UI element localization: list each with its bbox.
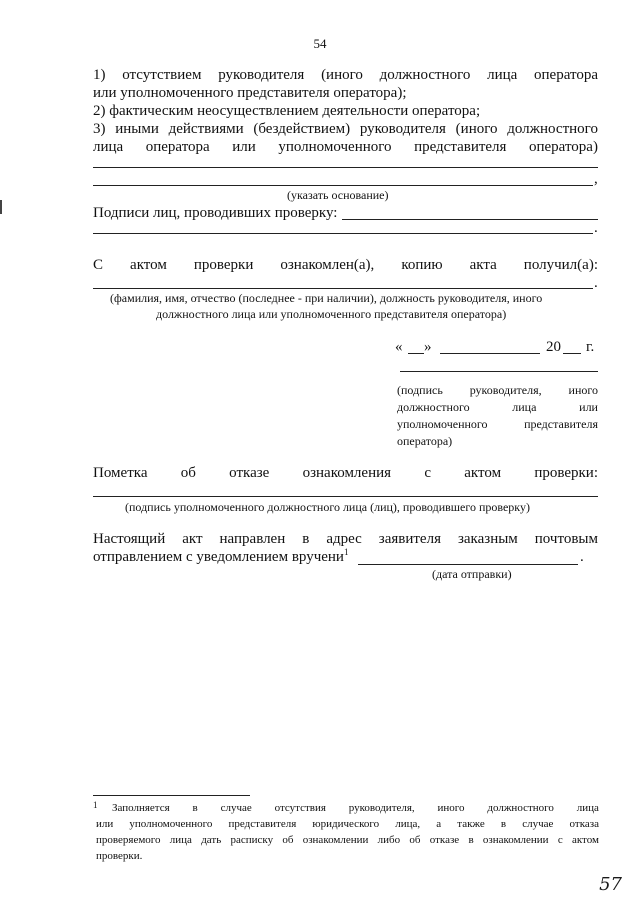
word: Настоящий [93,531,166,547]
word: уполномоченного [129,818,213,830]
word: актом [464,465,502,481]
word: лица [487,67,518,83]
grounds-caption: (указать основание) [287,188,389,202]
word: (бездействием) [253,121,351,137]
word: случае [220,802,252,814]
word: или [579,400,598,414]
footnote-line-2 [96,816,599,832]
word: ознакомлен(а), [280,257,375,273]
acknowledgement-blank-line [93,288,593,289]
word: лица [576,802,599,814]
word: с [557,834,563,846]
word: об [282,834,294,846]
word: направлен [219,531,286,547]
date-close-quote: » [424,339,432,355]
word: действиями [168,121,244,137]
refusal-line [93,464,598,483]
word: проверки [193,257,254,273]
footnote-line-4: проверки. [96,850,143,862]
date-open-quote: « [395,339,403,355]
refusal-blank-line [93,496,598,497]
word: отсутствия [274,802,326,814]
ground-item-3-line-2 [93,138,598,157]
acknowledgement-caption-line-1: (фамилия, имя, отчество (последнее - при наличии), должность руководителя, иного [110,291,543,305]
footnote-reference: 1 [343,547,349,557]
period-mark: . [594,220,598,236]
word: об [180,465,196,481]
sig-caption-row: оператора) [397,434,453,448]
sig-caption-row [397,416,598,433]
word: иного [568,383,598,397]
ground-item-2: 2) фактическим неосуществлением деятельности оператора; [93,103,481,119]
word: отказе [429,834,460,846]
word: получил(а): [523,257,598,273]
word: адрес [326,531,362,547]
dispatch-line-2 [93,548,348,567]
word: руководителя, [469,383,542,397]
word: Заполняется [112,802,170,814]
refusal-caption: (подпись уполномоченного должностного лица (лиц), проводившего проверку) [125,500,530,514]
word: копию [401,257,443,273]
word: отказе [229,465,270,481]
word: а [436,818,442,830]
word: лица [93,139,124,155]
head-signature-caption [397,382,598,450]
dispatch-line-2-text: отправлением с уведомлением вручени [93,549,344,565]
signature-line [93,233,593,234]
word: отсутствием [122,67,202,83]
word: акта [469,257,497,273]
word: расписку [230,834,274,846]
dispatch-caption: (дата отправки) [432,567,512,581]
word: лица [169,834,192,846]
word: дать [201,834,222,846]
footnote-line-1 [112,800,599,816]
ground-item-1-line-2: или уполномоченного представителя оператора); [93,85,407,101]
word: ознакомления [302,465,392,481]
sig-caption-row [397,399,598,416]
footnote-marker: 1 [93,800,98,810]
word: лица [512,400,537,414]
word: руководителя, [348,802,415,814]
word: оператора [534,67,598,83]
word: или [96,818,114,830]
word: иными [115,121,159,137]
word: в [500,818,507,830]
footnote-separator [93,795,250,796]
word: представителя [524,417,598,431]
word: 3) [93,121,106,137]
signatures-label: Подписи лиц, проводивших проверку: [93,205,338,221]
date-day-blank [408,353,424,354]
word: либо [377,834,401,846]
sig-caption-row [397,382,598,399]
ground-item-1-line-1 [93,66,598,85]
word: в [192,802,198,814]
dispatch-date-blank [358,564,578,565]
word: (иного [321,67,363,83]
acknowledgement-caption-line-2: должностного лица или уполномоченного представителя оператора) [156,307,507,321]
word: также [457,818,485,830]
word: актом [571,834,599,846]
word: должностного [379,67,471,83]
date-suffix: г. [586,339,595,355]
date-month-blank [440,353,540,354]
date-year-prefix: 20 [546,339,561,355]
word: почтовым [534,531,598,547]
word: ознакомлении [302,834,369,846]
word: ознакомлении [482,834,549,846]
scan-artifact [0,200,2,214]
acknowledgement-line [93,256,598,275]
word: представителя [414,139,507,155]
word: уполномоченного [397,417,488,431]
word: отказа [569,818,599,830]
word: иного [437,802,465,814]
word: или [232,139,256,155]
word: с [424,465,431,481]
word: в [302,531,310,547]
word: лица, [395,818,421,830]
head-signature-line [400,371,598,372]
word: актом [130,257,167,273]
period-mark: . [594,275,598,291]
word: в [468,834,474,846]
word: проверяемого [96,834,161,846]
word: оператора [145,139,210,155]
word: заявителя [378,531,441,547]
word: об [409,834,421,846]
word: С [93,257,104,273]
word: (подпись [397,383,443,397]
word: представителя [228,818,297,830]
blank-line [93,167,598,168]
word: юридического [312,818,380,830]
word: заказным [457,531,518,547]
ground-item-3-line-1 [93,120,598,139]
word: 1) [93,67,106,83]
page-number: 54 [313,36,327,51]
blank-line [93,185,593,186]
word: оператора) [528,139,598,155]
word: руководителя [359,121,446,137]
word: Пометка [93,465,148,481]
word: уполномоченного [278,139,392,155]
word: должностного [507,121,598,137]
word: должностного [487,802,554,814]
word: акт [182,531,203,547]
date-year-blank [563,353,581,354]
handwritten-page-number: 57 [599,874,622,895]
footnote-line-3 [96,832,599,848]
word: должностного [397,400,470,414]
word: (иного [455,121,498,137]
word: проверки: [534,465,598,481]
comma-mark: , [594,171,598,187]
word: руководителя [218,67,305,83]
signature-line [342,219,598,220]
word: случае [522,818,554,830]
dispatch-period: . [580,549,584,565]
